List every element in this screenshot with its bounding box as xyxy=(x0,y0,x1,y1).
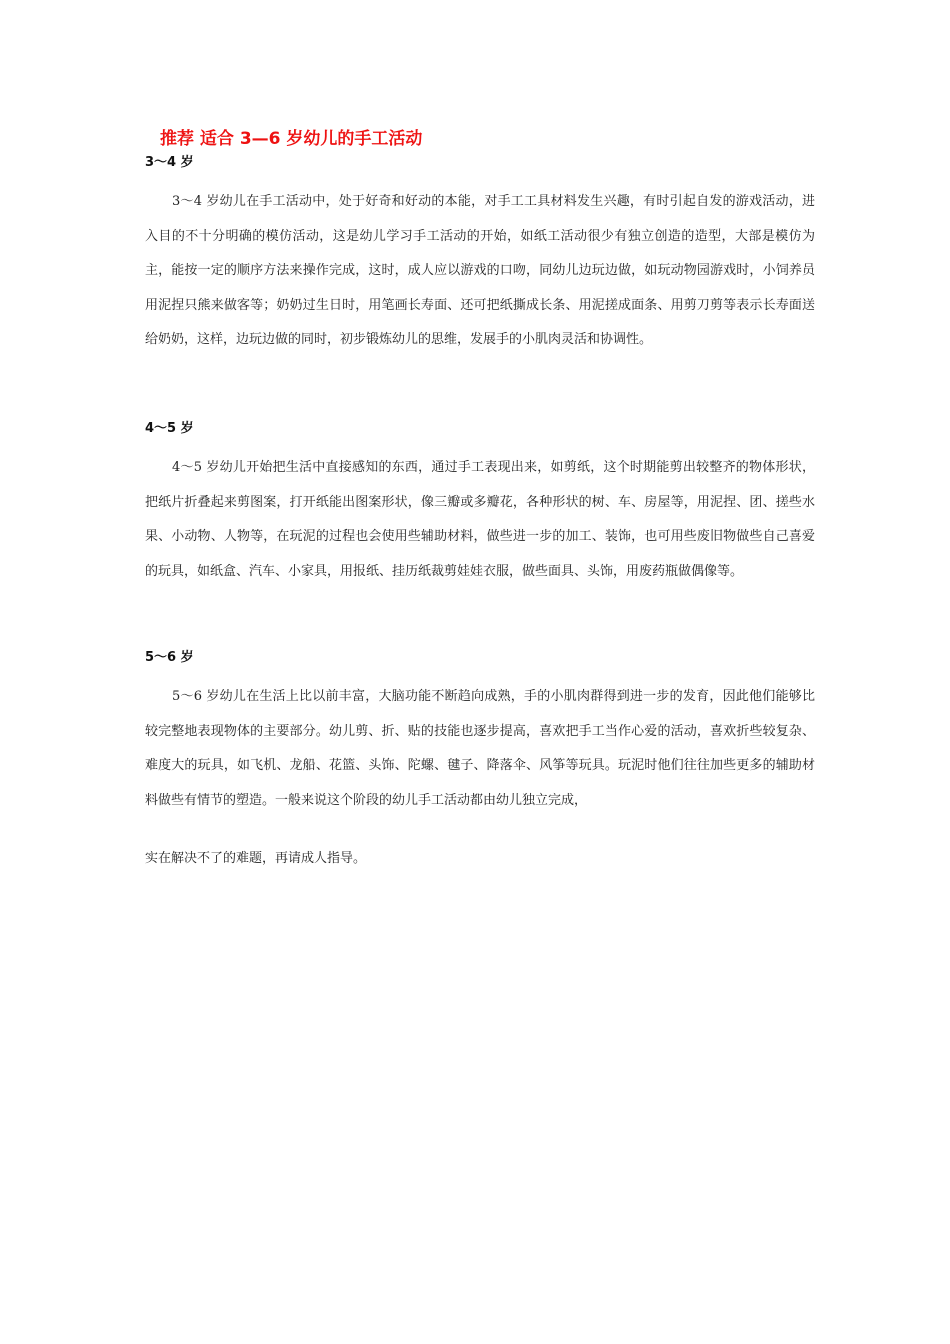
section-age-5-6 xyxy=(145,650,815,818)
section-body: 3～4 岁幼儿在手工活动中，处于好奇和好动的本能，对手工工具材料发生兴趣，有时引起自发的游戏活动，进入目的不十分明确的模仿活动，这是幼儿学习手工活动的开始，如纸工活动很少有独立创造的造型，大部是模仿为主，能按一定的顺序方法来操作完成，这时，成人应以游戏的口吻，同幼儿边玩边做，如玩动物园游戏时，小饲养员用泥捏只熊来做客等；奶奶过生日时，用笔画长寿面、还可把纸撕成长条、用泥搓成面条、用剪刀剪等表示长寿面送给奶奶，这样，边玩边做的同时，初步锻炼幼儿的思维，发展手的小肌肉灵活和协调性。 xyxy=(145,194,815,348)
section-heading: 4～5 岁 xyxy=(145,421,194,436)
section-body: 4～5 岁幼儿开始把生活中直接感知的东西，通过手工表现出来，如剪纸，这个时期能剪出较整齐的物体形状，把纸片折叠起来剪图案，打开纸能出图案形状，像三瓣或多瓣花，各种形状的树、车、房屋等，用泥捏、团、搓些水果、小动物、人物等，在玩泥的过程也会使用些辅助材料，做些进一步的加工、装饰，也可用些废旧物做些自己喜爱的玩具，如纸盒、汽车、小家具，用报纸、挂历纸裁剪娃娃衣服，做些面具、头饰，用废药瓶做偶像等。 xyxy=(145,460,815,579)
section-age-4-5 xyxy=(145,421,815,589)
section-heading: 3～4 岁 xyxy=(145,155,194,170)
document-title: 推荐 适合 3—6 岁幼儿的手工活动 xyxy=(160,129,423,149)
closing-line: 实在解决不了的难题，再请成人指导。 xyxy=(145,851,367,866)
section-heading: 5～6 岁 xyxy=(145,650,194,665)
section-age-3-4 xyxy=(145,155,815,358)
section-body: 5～6 岁幼儿在生活上比以前丰富，大脑功能不断趋向成熟，手的小肌肉群得到进一步的发育，因此他们能够比较完整地表现物体的主要部分。幼儿剪、折、贴的技能也逐步提高，喜欢把手工当作心爱的活动，喜欢折些较复杂、难度大的玩具，如飞机、龙船、花篮、头饰、陀螺、毽子、降落伞、风筝等玩具。玩泥时他们往往加些更多的辅助材料做些有情节的塑造。一般来说这个阶段的幼儿手工活动都由幼儿独立完成， xyxy=(145,689,815,808)
